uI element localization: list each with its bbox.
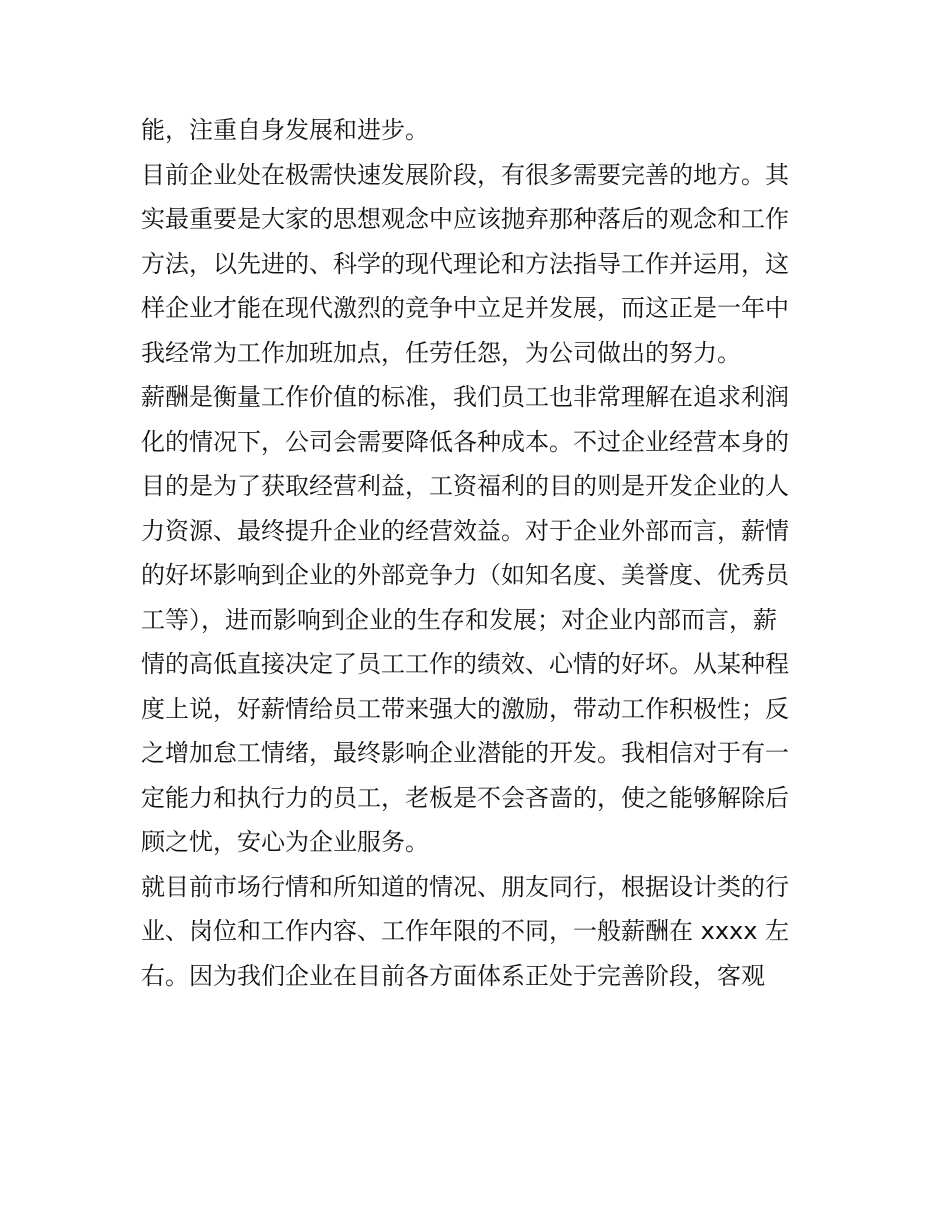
text-line: 就目前市场行情和所知道的情况、朋友同行，根据设计类的行 [141, 872, 789, 901]
text-line: 样企业才能在现代激烈的竞争中立足并发展，而这正是一年中 [141, 294, 789, 322]
text-line: 能，注重自身发展和进步。 [141, 116, 429, 144]
text-line: 之增加怠工情绪，最终影响企业潜能的开发。我相信对于有一 [141, 739, 789, 767]
text-line: 目的是为了获取经营利益，工资福利的目的则是开发企业的人 [141, 472, 789, 500]
text-line: 的好坏影响到企业的外部竞争力（如知名度、美誉度、优秀员 [141, 561, 789, 589]
text-line: 右。因为我们企业在目前各方面体系正处于完善阶段，客观 [141, 961, 765, 990]
text-line: 业、岗位和工作内容、工作年限的不同，一般薪酬在 xxxx 左 [141, 917, 790, 945]
body-text [141, 108, 813, 998]
text-line: 目前企业处在极需快速发展阶段，有很多需要完善的地方。其 [141, 160, 789, 189]
text-line: 情的高低直接决定了员工工作的绩效、心情的好坏。从某种程 [141, 650, 789, 678]
text-line: 度上说，好薪情给员工带来强大的激励，带动工作积极性；反 [141, 694, 789, 723]
text-line: 定能力和执行力的员工，老板是不会吝啬的，使之能够解除后 [141, 783, 789, 812]
text-line: 化的情况下，公司会需要降低各种成本。不过企业经营本身的 [141, 427, 789, 456]
text-line: 实最重要是大家的思想观念中应该抛弃那种落后的观念和工作 [141, 205, 789, 233]
text-line: 工等），进而影响到企业的生存和发展；对企业内部而言，薪 [141, 605, 777, 634]
text-line: 顾之忧，安心为企业服务。 [141, 828, 429, 856]
text-line: 方法，以先进的、科学的现代理论和方法指导工作并运用，这 [141, 249, 789, 278]
text-line: 薪酬是衡量工作价值的标准，我们员工也非常理解在追求利润 [141, 383, 789, 411]
text-line: 我经常为工作加班加点，任劳任怨，为公司做出的努力。 [141, 338, 741, 367]
text-line: 力资源、最终提升企业的经营效益。对于企业外部而言，薪情 [141, 516, 789, 545]
